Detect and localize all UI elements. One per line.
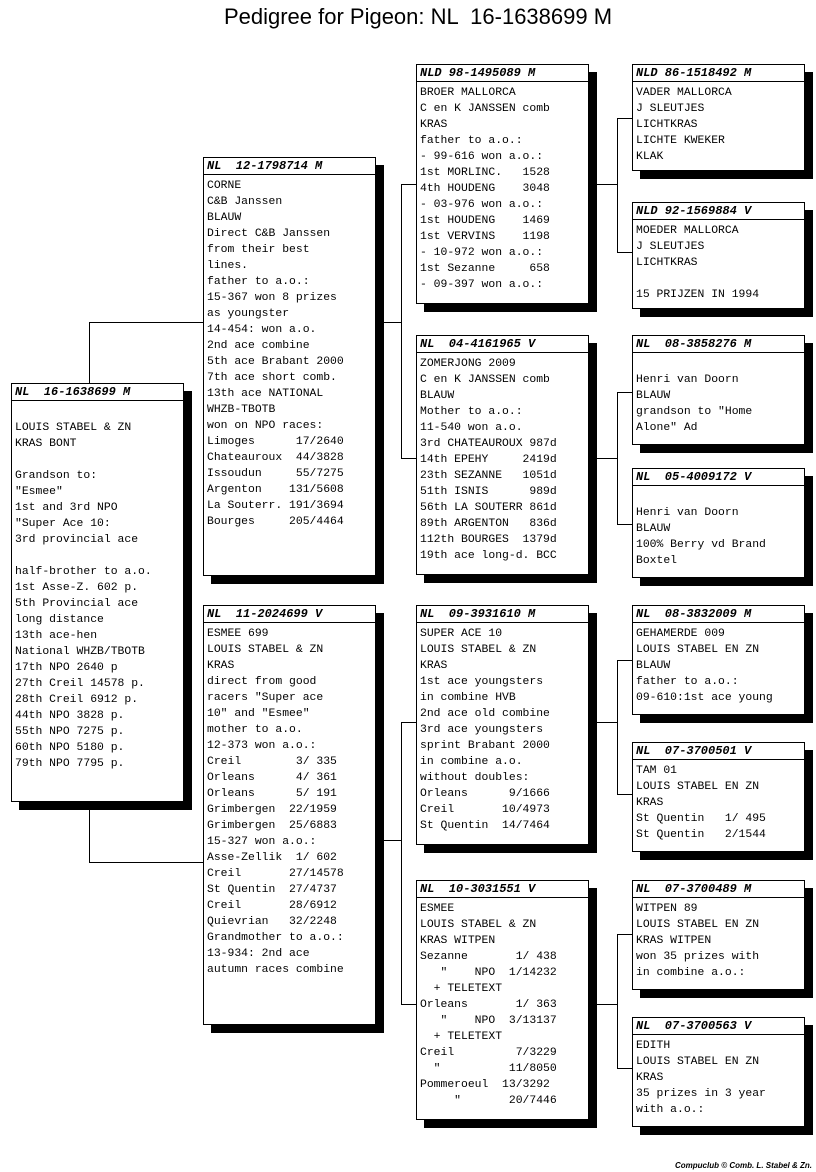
detail-line: Pommeroeul 13/3292 [420, 1079, 550, 1091]
detail-line: ESMEE 699 [207, 628, 269, 640]
detail-line: BLAUW [636, 523, 671, 535]
bird-details [633, 898, 804, 981]
detail-line: Creil 10/4973 [420, 804, 550, 816]
connector-line [89, 802, 90, 862]
detail-line: LOUIS STABEL & ZN [420, 919, 537, 931]
detail-line: KRAS WITPEN [420, 935, 496, 947]
detail-line: 13th ace NATIONAL [207, 388, 324, 400]
bird-details [417, 353, 588, 564]
connector-line [89, 322, 90, 384]
detail-line: KRAS [207, 660, 235, 672]
detail-line: Bourges 205/4464 [207, 516, 344, 528]
detail-line: Grimbergen 25/6883 [207, 820, 337, 832]
detail-line: EDITH [636, 1040, 671, 1052]
detail-line: VADER MALLORCA [636, 87, 732, 99]
detail-line: Orleans 9/1666 [420, 788, 550, 800]
detail-line: 44th NPO 3828 p. [15, 710, 125, 722]
detail-line: 1st MORLINC. 1528 [420, 167, 550, 179]
connector-line [401, 184, 417, 185]
connector-line [617, 252, 633, 253]
detail-line: 13-934: 2nd ace [207, 948, 310, 960]
detail-line: 79th NPO 7795 p. [15, 758, 125, 770]
detail-line: LOUIS STABEL EN ZN [636, 1056, 760, 1068]
bird-details [633, 82, 804, 165]
connector-line [401, 458, 417, 459]
connector-line [617, 118, 618, 252]
ring-number: NL 07-3700501 V [633, 743, 804, 760]
detail-line: Orleans 4/ 361 [207, 772, 337, 784]
bird-card-dss [632, 605, 805, 715]
detail-line: 14th EPEHY 2419d [420, 454, 557, 466]
detail-line: Orleans 5/ 191 [207, 788, 337, 800]
page-title: Pedigree for Pigeon: NL 16-1638699 M [223, 4, 613, 29]
ring-number: NL 11-2024699 V [204, 606, 375, 623]
bird-card-ssd [632, 202, 805, 309]
detail-line: " 11/8050 [420, 1063, 557, 1075]
detail-line: Grandson to: [15, 470, 98, 482]
detail-line: 5th Provincial ace [15, 598, 139, 610]
ring-number: NLD 92-1569884 V [633, 203, 804, 220]
connector-line [376, 840, 401, 841]
detail-line: 55th NPO 7275 p. [15, 726, 125, 738]
detail-line: + TELETEXT [420, 983, 503, 995]
detail-line: grandson to "Home [636, 406, 753, 418]
detail-line: 100% Berry vd Brand [636, 539, 766, 551]
detail-line: TAM 01 [636, 765, 678, 777]
detail-line: 89th ARGENTON 836d [420, 518, 557, 530]
ring-number: NL 12-1798714 M [204, 158, 375, 175]
connector-line [401, 1004, 417, 1005]
detail-line: without doubles: [420, 772, 530, 784]
connector-line [89, 862, 204, 863]
connector-line [589, 458, 617, 459]
detail-line: Direct C&B Janssen [207, 228, 331, 240]
detail-line: Chateauroux 44/3828 [207, 452, 344, 464]
bird-details [417, 898, 588, 1109]
detail-line: LOUIS STABEL & ZN [207, 644, 324, 656]
detail-line: Creil 7/3229 [420, 1047, 557, 1059]
connector-line [401, 184, 402, 458]
detail-line: Creil 3/ 335 [207, 756, 337, 768]
ring-number: NL 09-3931610 M [417, 606, 588, 623]
bird-card-dam-dam [416, 880, 589, 1120]
detail-line: 51th ISNIS 989d [420, 486, 557, 498]
detail-line: 14-454: won a.o. [207, 324, 317, 336]
detail-line: - 99-616 won a.o.: [420, 151, 544, 163]
ring-number: NL 10-3031551 V [417, 881, 588, 898]
detail-line [15, 404, 180, 420]
detail-line: BROER MALLORCA [420, 87, 516, 99]
detail-line: Argenton 131/5608 [207, 484, 344, 496]
detail-line: 15-367 won 8 prizes [207, 292, 337, 304]
detail-line: 60th NPO 5180 p. [15, 742, 125, 754]
detail-line: 10" and "Esmee" [207, 708, 310, 720]
detail-line: BLAUW [420, 390, 455, 402]
detail-line: with a.o.: [636, 1104, 705, 1116]
detail-line: 1st VERVINS 1198 [420, 231, 550, 243]
detail-line: St Quentin 1/ 495 [636, 813, 766, 825]
detail-line: father to a.o.: [207, 276, 310, 288]
detail-line: sprint Brabant 2000 [420, 740, 550, 752]
detail-line: won on NPO races: [207, 420, 324, 432]
detail-line: " NPO 1/14232 [420, 967, 557, 979]
detail-line: WHZB-TBOTB [207, 404, 276, 416]
bird-card-ddd [632, 1017, 805, 1127]
detail-line: father to a.o.: [420, 135, 523, 147]
detail-line: 1st HOUDENG 1469 [420, 215, 550, 227]
connector-line [589, 184, 617, 185]
detail-line: 09-610:1st ace young [636, 692, 773, 704]
detail-line: in combine a.o. [420, 756, 523, 768]
detail-line: LOUIS STABEL EN ZN [636, 781, 760, 793]
detail-line: KRAS WITPEN [636, 935, 712, 947]
detail-line: 1st ace youngsters [420, 676, 544, 688]
detail-line [15, 548, 180, 564]
bird-card-sire [203, 157, 376, 576]
detail-line: 12-373 won a.o.: [207, 740, 317, 752]
detail-line: 17th NPO 2640 p [15, 662, 118, 674]
bird-card-dsd [632, 742, 805, 852]
connector-line [589, 722, 617, 723]
detail-line: LOUIS STABEL EN ZN [636, 919, 760, 931]
detail-line: " NPO 3/13137 [420, 1015, 557, 1027]
detail-line: BLAUW [636, 390, 671, 402]
connector-line [617, 392, 633, 393]
detail-line: KRAS [636, 1072, 664, 1084]
bird-details [417, 82, 588, 293]
detail-line: autumn races combine [207, 964, 344, 976]
detail-line: Issoudun 55/7275 [207, 468, 344, 480]
detail-line [15, 452, 180, 468]
detail-line: lines. [207, 260, 249, 272]
connector-line [617, 934, 633, 935]
detail-line: Mother to a.o.: [420, 406, 523, 418]
bird-card-dam-sire [416, 605, 589, 845]
bird-details [633, 486, 804, 569]
detail-line: St Quentin 14/7464 [420, 820, 550, 832]
detail-line: National WHZB/TBOTB [15, 646, 145, 658]
detail-line: KRAS [636, 797, 664, 809]
detail-line: J SLEUTJES [636, 103, 705, 115]
bird-details [633, 760, 804, 843]
detail-line: half-brother to a.o. [15, 566, 152, 578]
bird-card-subject [11, 383, 184, 802]
detail-line: 3rd CHATEAUROUX 987d [420, 438, 557, 450]
detail-line: ZOMERJONG 2009 [420, 358, 516, 370]
detail-line: KRAS [420, 660, 448, 672]
ring-number: NL 05-4009172 V [633, 469, 804, 486]
detail-line [636, 356, 801, 372]
detail-line: long distance [15, 614, 104, 626]
bird-card-dds [632, 880, 805, 990]
connector-line [589, 1004, 617, 1005]
detail-line: LICHTKRAS [636, 257, 698, 269]
detail-line: 15-327 won a.o.: [207, 836, 317, 848]
detail-line: "Esmee" [15, 486, 63, 498]
detail-line: mother to a.o. [207, 724, 303, 736]
detail-line: racers "Super ace [207, 692, 324, 704]
detail-line: 112th BOURGES 1379d [420, 534, 557, 546]
bird-card-sds [632, 335, 805, 445]
detail-line: St Quentin 27/4737 [207, 884, 337, 896]
detail-line: father to a.o.: [636, 676, 739, 688]
detail-line: LICHTE KWEKER [636, 135, 725, 147]
detail-line: WITPEN 89 [636, 903, 698, 915]
detail-line [636, 271, 801, 287]
connector-line [617, 794, 633, 795]
detail-line: Creil 27/14578 [207, 868, 344, 880]
detail-line: in combine HVB [420, 692, 516, 704]
detail-line: ESMEE [420, 903, 455, 915]
bird-card-sss [632, 64, 805, 171]
detail-line: 3rd ace youngsters [420, 724, 544, 736]
detail-line: MOEDER MALLORCA [636, 225, 739, 237]
detail-line: St Quentin 2/1544 [636, 829, 766, 841]
connector-line [617, 524, 633, 525]
detail-line: " 20/7446 [420, 1095, 557, 1107]
bird-card-sire-sire [416, 64, 589, 304]
detail-line: 28th Creil 6912 p. [15, 694, 139, 706]
detail-line: La Souterr. 191/3694 [207, 500, 344, 512]
detail-line: Grimbergen 22/1959 [207, 804, 337, 816]
detail-line: KRAS BONT [15, 438, 77, 450]
detail-line: Henri van Doorn [636, 507, 739, 519]
bird-card-sdd [632, 468, 805, 578]
detail-line: Alone" Ad [636, 422, 698, 434]
detail-line: Sezanne 1/ 438 [420, 951, 557, 963]
detail-line: Limoges 17/2640 [207, 436, 344, 448]
detail-line: Henri van Doorn [636, 374, 739, 386]
detail-line: 2nd ace old combine [420, 708, 550, 720]
bird-details [633, 353, 804, 436]
bird-details [633, 220, 804, 303]
detail-line: Creil 28/6912 [207, 900, 337, 912]
bird-details [204, 175, 375, 530]
detail-line: LOUIS STABEL EN ZN [636, 644, 760, 656]
detail-line: 13th ace-hen [15, 630, 98, 642]
bird-details [204, 623, 375, 978]
bird-details [12, 401, 183, 772]
detail-line: Orleans 1/ 363 [420, 999, 557, 1011]
ring-number: NLD 86-1518492 M [633, 65, 804, 82]
detail-line: LOUIS STABEL & ZN [15, 422, 132, 434]
detail-line: 27th Creil 14578 p. [15, 678, 145, 690]
detail-line: C&B Janssen [207, 196, 283, 208]
detail-line: in combine a.o.: [636, 967, 746, 979]
detail-line: LOUIS STABEL & ZN [420, 644, 537, 656]
detail-line [636, 489, 801, 505]
bird-card-sire-dam [416, 335, 589, 575]
detail-line: KRAS [420, 119, 448, 131]
connector-line [617, 660, 633, 661]
detail-line: C en K JANSSEN comb [420, 374, 550, 386]
connector-line [617, 934, 618, 1068]
detail-line: 1st Asse-Z. 602 p. [15, 582, 139, 594]
detail-line: KLAK [636, 151, 664, 163]
detail-line: 3rd provincial ace [15, 534, 139, 546]
detail-line: 7th ace short comb. [207, 372, 337, 384]
detail-line: Grandmother to a.o.: [207, 932, 344, 944]
detail-line: 1st Sezanne 658 [420, 263, 550, 275]
detail-line: C en K JANSSEN comb [420, 103, 550, 115]
detail-line: Quievrian 32/2248 [207, 916, 337, 928]
detail-line: GEHAMERDE 009 [636, 628, 725, 640]
detail-line: 56th LA SOUTERR 861d [420, 502, 557, 514]
bird-details [633, 623, 804, 706]
detail-line: 5th ace Brabant 2000 [207, 356, 344, 368]
detail-line: CORNE [207, 180, 242, 192]
ring-number: NLD 98-1495089 M [417, 65, 588, 82]
ring-number: NL 04-4161965 V [417, 336, 588, 353]
detail-line: 2nd ace combine [207, 340, 310, 352]
detail-line: direct from good [207, 676, 317, 688]
detail-line: Asse-Zellik 1/ 602 [207, 852, 337, 864]
ring-number: NL 16-1638699 M [12, 384, 183, 401]
detail-line: Boxtel [636, 555, 678, 567]
detail-line: won 35 prizes with [636, 951, 760, 963]
detail-line: 1st and 3rd NPO [15, 502, 118, 514]
detail-line: SUPER ACE 10 [420, 628, 503, 640]
detail-line: - 03-976 won a.o.: [420, 199, 544, 211]
connector-line [617, 118, 633, 119]
ring-number: NL 07-3700489 M [633, 881, 804, 898]
detail-line: + TELETEXT [420, 1031, 503, 1043]
detail-line: 11-540 won a.o. [420, 422, 523, 434]
detail-line: - 10-972 won a.o.: [420, 247, 544, 259]
detail-line: as youngster [207, 308, 290, 320]
connector-line [617, 392, 618, 524]
detail-line: 4th HOUDENG 3048 [420, 183, 550, 195]
connector-line [401, 722, 417, 723]
detail-line: 23th SEZANNE 1051d [420, 470, 557, 482]
detail-line: "Super Ace 10: [15, 518, 111, 530]
detail-line: BLAUW [207, 212, 242, 224]
bird-card-dam [203, 605, 376, 1025]
detail-line: 15 PRIJZEN IN 1994 [636, 289, 760, 301]
ring-number: NL 08-3858276 M [633, 336, 804, 353]
connector-line [617, 660, 618, 794]
footer-credit: Compuclub © Comb. L. Stabel & Zn. [674, 1161, 812, 1170]
connector-line [89, 322, 204, 323]
detail-line: BLAUW [636, 660, 671, 672]
detail-line: J SLEUTJES [636, 241, 705, 253]
connector-line [376, 322, 401, 323]
bird-details [417, 623, 588, 834]
bird-details [633, 1035, 804, 1118]
detail-line: 19th ace long-d. BCC [420, 550, 557, 562]
connector-line [617, 1068, 633, 1069]
ring-number: NL 08-3832009 M [633, 606, 804, 623]
detail-line: - 09-397 won a.o.: [420, 279, 544, 291]
detail-line: LICHTKRAS [636, 119, 698, 131]
connector-line [401, 722, 402, 1004]
detail-line: 35 prizes in 3 year [636, 1088, 766, 1100]
detail-line: from their best [207, 244, 310, 256]
ring-number: NL 07-3700563 V [633, 1018, 804, 1035]
